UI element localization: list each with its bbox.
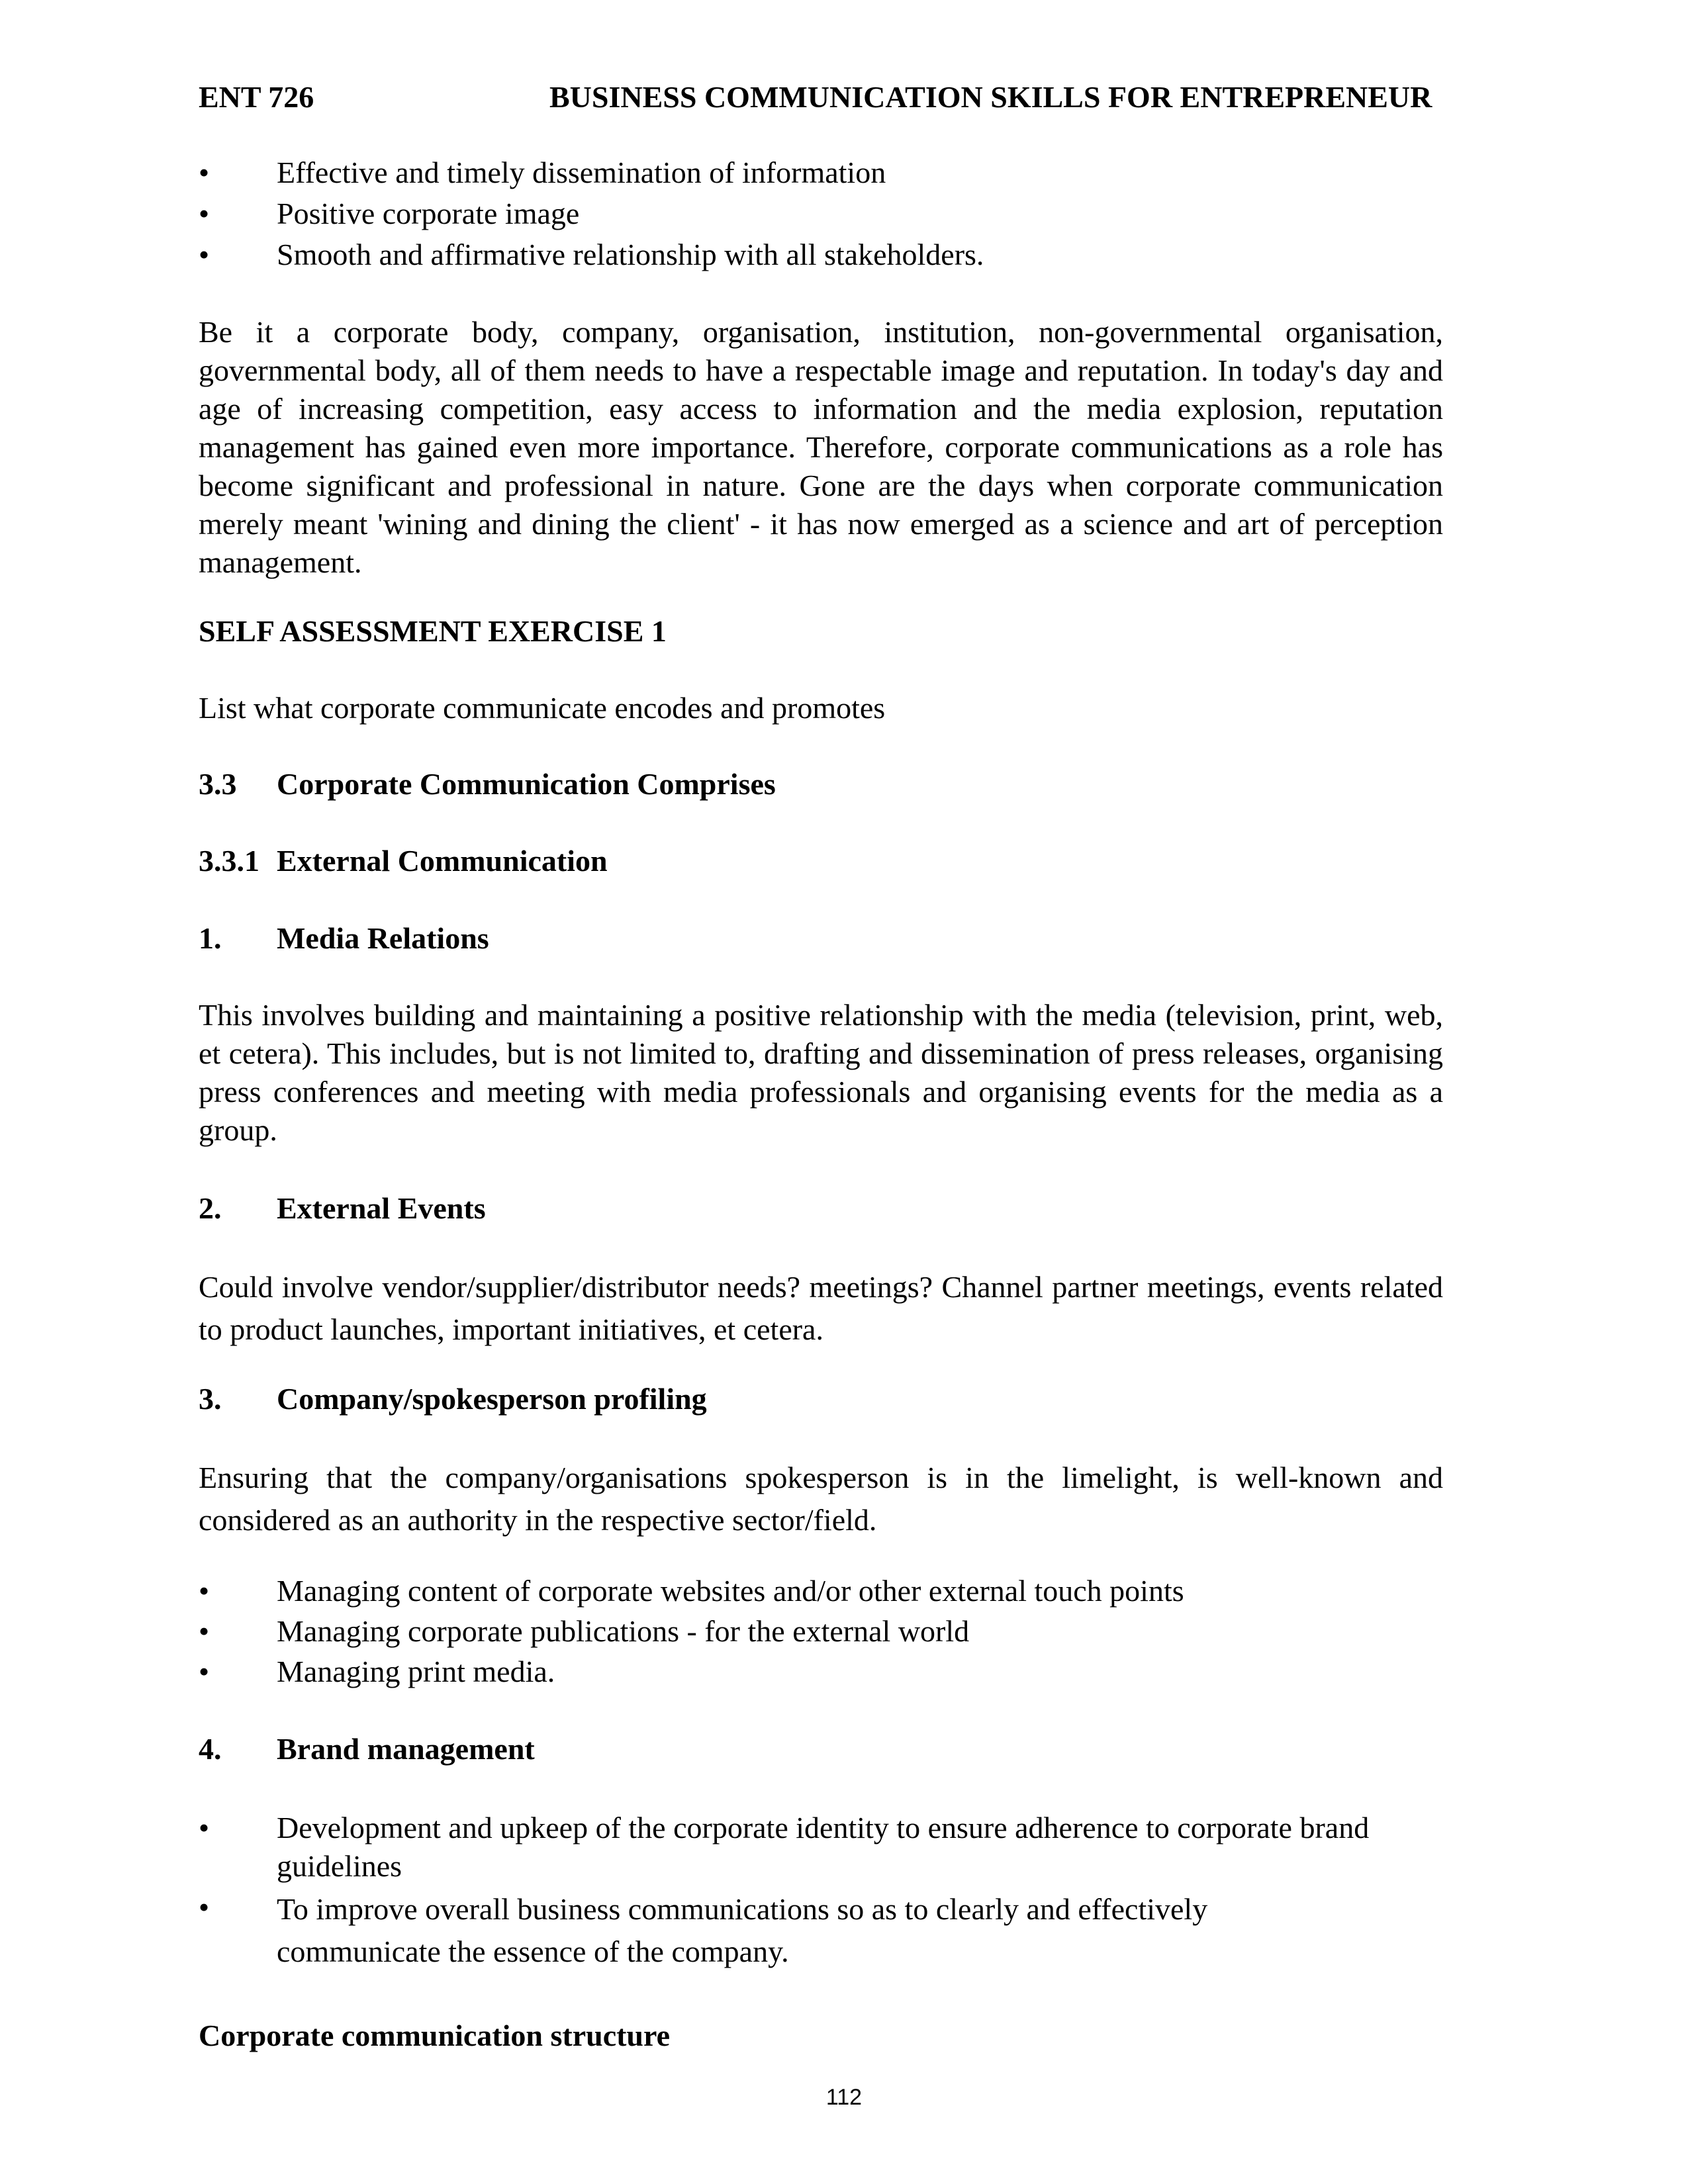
self-assessment-title: SELF ASSESSMENT EXERCISE 1	[199, 614, 667, 648]
bullet-icon: •	[199, 1614, 210, 1648]
course-code: ENT 726	[199, 80, 314, 114]
list-item-text: Effective and timely dissemination of information	[277, 156, 886, 189]
media-relations-paragraph: This involves building and maintaining a positive relationship with the media (television, print, web, et cetera). This includes, but is not limited to, drafting and dissemination of press releases, organising press conferences and meeting with media professionals and organising events for the media as a group.	[199, 998, 1443, 1147]
list-item-text: Managing content of corporate websites and/or other external touch points	[277, 1574, 1184, 1608]
intro-paragraph: Be it a corporate body, company, organisation, institution, non-governmental organisation, governmental body, all of them needs to have a respectable image and reputation. In today's day and age of increasing competition, easy access to information and the media explosion, reputation management has gained even more importance. Therefore, corporate communications as a role has become significant and professional in nature. Gone are the days when corporate communication merely meant 'wining and dining the client' - it has now emerged as a science and art of perception management.	[199, 315, 1443, 579]
list-item-text: Development and upkeep of the corporate identity to ensure adherence to corporate brand guidelines	[277, 1811, 1370, 1883]
corporate-communication-structure-heading: Corporate communication structure	[199, 2019, 671, 2052]
item-title: Brand management	[277, 1732, 535, 1766]
bullet-icon: •	[199, 1811, 210, 1844]
section-title: Corporate Communication Comprises	[277, 767, 776, 801]
item-title: Media Relations	[277, 921, 489, 955]
item-title: External Events	[277, 1191, 486, 1225]
item-heading-external-events	[199, 1189, 486, 1228]
company-profiling-paragraph: Ensuring that the company/organisations spokesperson is in the limelight, is well-known and considered as an authority in the respective sector/field.	[199, 1461, 1443, 1537]
item-number: 4.	[199, 1732, 222, 1766]
section-number: 3.3	[199, 767, 237, 801]
list-item-text: Managing corporate publications - for the external world	[277, 1614, 970, 1648]
section-heading-3-3-1	[199, 842, 608, 880]
list-item-text: Managing print media.	[277, 1655, 555, 1688]
list-item-text: Smooth and affirmative relationship with all stakeholders.	[277, 238, 984, 271]
external-events-paragraph: Could involve vendor/supplier/distributor needs? meetings? Channel partner meetings, events related to product launches, important initiatives, et cetera.	[199, 1270, 1443, 1346]
item-number: 1.	[199, 921, 222, 955]
page-number: 112	[825, 2085, 863, 2110]
item-number: 3.	[199, 1382, 222, 1416]
list-item-text: To improve overall business communications so as to clearly and effectively communicate the essence of the company.	[277, 1892, 1208, 1968]
self-assessment-question: List what corporate communicate encodes and promotes	[199, 691, 886, 725]
section-number: 3.3.1	[199, 844, 259, 878]
course-title: BUSINESS COMMUNICATION SKILLS FOR ENTREPRENEUR	[549, 80, 1432, 114]
item-heading-media-relations	[199, 919, 489, 958]
item-heading-company-profiling	[199, 1380, 707, 1418]
bullet-icon: •	[199, 156, 210, 189]
section-heading-3-3	[199, 765, 776, 803]
bullet-icon: •	[199, 197, 210, 230]
item-number: 2.	[199, 1191, 222, 1225]
bullet-icon: •	[199, 1890, 210, 1924]
bullet-icon: •	[199, 238, 210, 271]
item-title: Company/spokesperson profiling	[277, 1382, 707, 1416]
bullet-icon: •	[199, 1574, 210, 1608]
item-heading-brand-management	[199, 1730, 535, 1768]
bullet-icon: •	[199, 1655, 210, 1688]
section-title: External Communication	[277, 844, 608, 878]
list-item-text: Positive corporate image	[277, 197, 580, 230]
